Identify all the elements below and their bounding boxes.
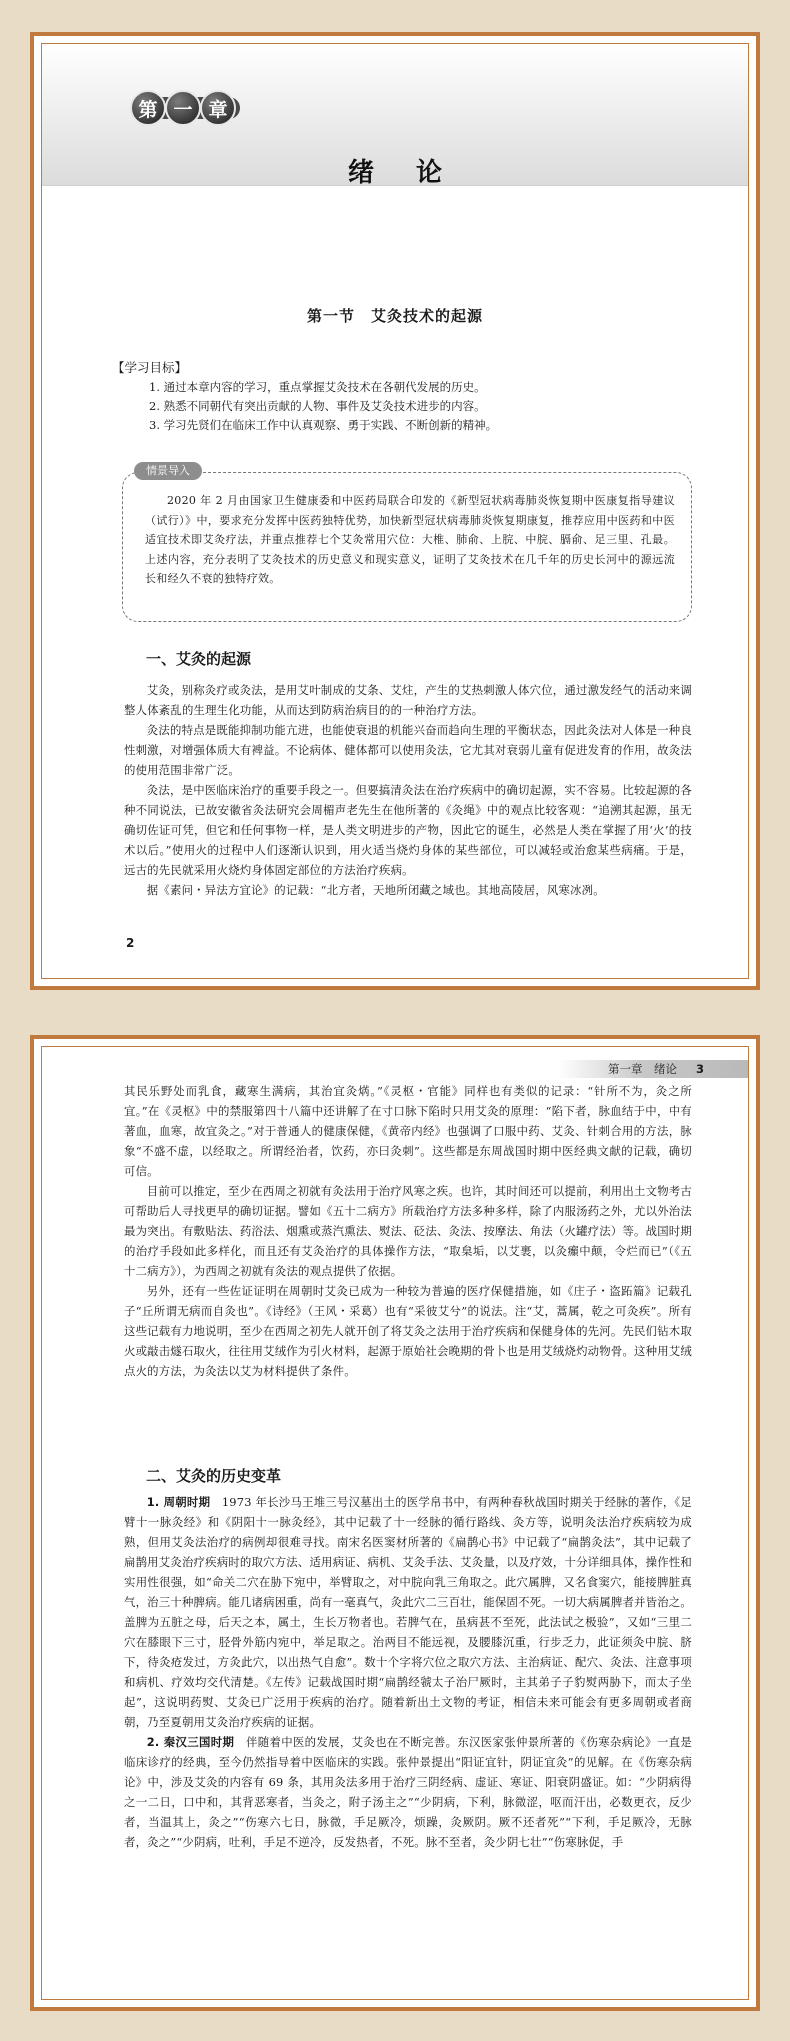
chapter-badge-char: 一 [165, 90, 201, 126]
paragraph [124, 1492, 692, 1732]
chapter-title: 绪论 [347, 158, 484, 188]
objective-item: 1. 通过本章内容的学习，重点掌握艾灸技术在各朝代发展的历史。 [149, 380, 486, 394]
paragraph: 据《素问・异法方宜论》的记载：“北方者，天地所闭藏之域也。其地高陵居，风寒冰冽。 [146, 883, 605, 897]
scenario-tag: 情景导入 [134, 462, 202, 480]
paragraph: 另外，还有一些佐证证明在周朝时艾灸已成为一种较为普遍的医疗保健措施，如《庄子・盗跖篇》记载孔子“丘所谓无病而自灸也”。《诗经》（王风・采葛）也有“采彼艾兮”的说法。注“艾，蒿属，乾之可灸疾”。所有这些记载有力地说明，至少在西周之初先人就开创了将艾灸之法用于治疗疾病和保健身体的先河。先民们钻木取火或敲击燧石取火，往往用艾绒作为引火材料，起源于原始社会晚期的骨卜也是用艾绒烧灼动物骨。这种用艾绒点火的方法，为灸法以艾为材料提供了条件。 [124, 1284, 692, 1378]
subheading-history: 二、艾灸的历史变革 [146, 1467, 282, 1485]
running-head-title: 第一章 绪论 [608, 1062, 677, 1076]
chapter-badge-char: 章 [200, 90, 236, 126]
objective-item: 2. 熟悉不同朝代有突出贡献的人物、事件及艾灸技术进步的内容。 [149, 399, 486, 413]
scenario-text: 2020 年 2 月由国家卫生健康委和中医药局联合印发的《新型冠状病毒肺炎恢复期中医康复指导建议（试行）》中，要求充分发挥中医药独特优势，加快新型冠状病毒肺炎恢复期康复，推荐应用中医药和中医适宜技术即艾灸疗法，并重点推荐七个艾灸常用穴位：大椎、肺俞、上脘、中脘、膈俞、足三里、孔最。上述内容，充分表明了艾灸技术的历史意义和现实意义，证明了艾灸技术在几千年的历史长河中的源远流长和经久不衰的独特疗效。 [145, 494, 675, 585]
scenario-box [122, 472, 692, 622]
subheading-origin: 一、艾灸的起源 [146, 650, 252, 668]
paragraph [124, 1732, 692, 1852]
section-title: 第一节 艾灸技术的起源 [306, 307, 483, 325]
paragraph: 灸法，是中医临床治疗的重要手段之一。但要搞清灸法在治疗疾病中的确切起源，实不容易。比较起源的各种不同说法，已故安徽省灸法研究会周楣声老先生在他所著的《灸绳》中的观点比较客观：“追溯其起源，虽无确切佐证可凭，但它和任何事物一样，是人类文明进步的产物，因此它的诞生，必然是人类在掌握了用‘火’的技术以后。”使用火的过程中人们逐渐认识到，用火适当烧灼身体的某些部位，可以减轻或治愈某些病痛。于是，远古的先民就采用火烧灼身体固定部位的方法治疗疾病。 [124, 783, 692, 877]
objective-item: 3. 学习先贤们在临床工作中认真观察、勇于实践、不断创新的精神。 [149, 418, 498, 432]
period-label: 1. 周朝时期 [146, 1495, 211, 1509]
period-text: 伴随着中医的发展，艾灸也在不断完善。东汉医家张仲景所著的《伤寒杂病论》一直是临床诊疗的经典，至今仍然指导着中医临床的实践。张仲景提出“阳证宜针，阴证宜灸”的见解。在《伤寒杂病论》中，涉及艾灸的内容有 69 条，其用灸法多用于治疗三阴经病、虚证、寒证、阳衰阴盛证。如：“少阴病得之一二日，口中和，其背恶寒者，当灸之，附子汤主之”“少阴病，下利，脉微涩，呕而汗出，必数更衣，反少者，当温其上，灸之”“伤寒六七日，脉微，手足厥冷，烦躁，灸厥阴。厥不还者死”“下利，手足厥冷，无脉者，灸之”“少阴病，吐利，手足不逆冷，反发热者，不死。脉不至者，灸少阴七壮”“伤寒脉促，手 [124, 1735, 692, 1849]
book-page-left [30, 32, 760, 990]
paragraph: 其民乐野处而乳食，藏寒生满病，其治宜灸焫。”《灵枢・官能》同样也有类似的记录：“针所不为，灸之所宜。”在《灵枢》中的禁服第四十八篇中还讲解了在寸口脉下陷时只用艾灸的原理：“陷下者，脉血结于中，中有著血，血寒，故宜灸之。”对于普通人的健康保健，《黄帝内经》也强调了口服中药、艾灸、针刺合用的方法，脉象“不盛不虚，以经取之。所谓经治者，饮药，亦曰灸刺”。这些都是东周战国时期中医经典文献的记载，确切可信。 [124, 1084, 692, 1178]
chapter-badge [130, 88, 244, 128]
objectives-header: 【学习目标】 [112, 360, 188, 375]
body-text-block [124, 680, 692, 900]
book-page-right [30, 1035, 760, 2011]
paragraph: 艾灸，别称灸疗或灸法，是用艾叶制成的艾条、艾炷，产生的艾热刺激人体穴位，通过激发经气的活动来调整人体紊乱的生理生化功能，从而达到防病治病目的的一种治疗方法。 [124, 683, 692, 717]
period-text: 1973 年长沙马王堆三号汉墓出土的医学帛书中，有两种春秋战国时期关于经脉的著作，《足臂十一脉灸经》和《阴阳十一脉灸经》，其中记载了十一经脉的循行路线、灸方等，说明灸法治疗疾病较为成熟，但用艾灸法治疗的病例却很难寻找。南宋名医窦材所著的《扁鹊心书》中记载了“扁鹊灸法”，其中记载了扁鹊用艾灸治疗疾病时的取穴方法、适用病证、病机、艾灸手法、艾灸量，以及疗效，十分详细具体，操作性和实用性很强，如“命关二穴在胁下宛中，举臂取之，对中脘向乳三角取之。此穴属脾，又名食窦穴，能接脾脏真气，治三十种脾病。能几诸病困重，尚有一毫真气，灸此穴二三百壮，能保固不死。一切大病属脾者并皆治之。盖脾为五脏之母，后天之本，属土，生长万物者也。若脾气在，虽病甚不至死，此法试之极验”，又如“三里二穴在膝眼下三寸，胫骨外筋内宛中，举足取之。治两目不能远视，及腰膝沉重，行步乏力，此证须灸中脘、脐下，待灸疮发过，方灸此穴，以出热气自愈”。数十个字将穴位之取穴方法、主治病证、配穴、灸法、注意事项和病机、疗效均交代清楚。《左传》记载战国时期“扁鹊经虢太子治尸厥时，主其弟子子豹熨两胁下，而太子坐起”，这说明药熨、艾灸已广泛用于疾病的治疗。随着新出土文物的考证，相信未来可能会有更多周朝或者商朝，乃至夏朝用艾灸治疗疾病的证据。 [124, 1495, 692, 1729]
page-number: 3 [695, 1062, 704, 1076]
page-frame [41, 1046, 749, 2000]
chapter-header-band [42, 44, 748, 186]
paragraph: 目前可以推定，至少在西周之初就有灸法用于治疗风寒之疾。也许，其时间还可以提前，利用出土文物考古可帮助后人寻找更早的确切证据。譬如《五十二病方》所载治疗方法多种多样，除了内服汤药之外，尤以外治法最为突出。有敷贴法、药浴法、烟熏或蒸汽熏法、熨法、砭法、灸法、按摩法、角法（火罐疗法）等。战国时期的治疗手段如此多样化，而且还有艾灸治疗的具体操作方法，“取枲垢，以艾裹，以灸㿗中颠，令烂而已”（《五十二病方》），为西周之初就有灸法的观点提供了依据。 [124, 1184, 692, 1278]
objectives-list [149, 378, 709, 435]
running-head [558, 1060, 748, 1078]
page-frame [41, 43, 749, 979]
body-text-block [124, 1081, 692, 1381]
chapter-badge-char: 第 [130, 90, 166, 126]
page-number: 2 [126, 936, 135, 950]
paragraph: 灸法的特点是既能抑制功能亢进，也能使衰退的机能兴奋而趋向生理的平衡状态，因此灸法对人体是一种良性刺激，对增强体质大有裨益。不论病体、健体都可以使用灸法，它尤其对衰弱儿童有促进发育的作用，故灸法的使用范围非常广泛。 [124, 723, 692, 777]
body-text-block [124, 1492, 692, 1852]
period-label: 2. 秦汉三国时期 [146, 1735, 235, 1749]
